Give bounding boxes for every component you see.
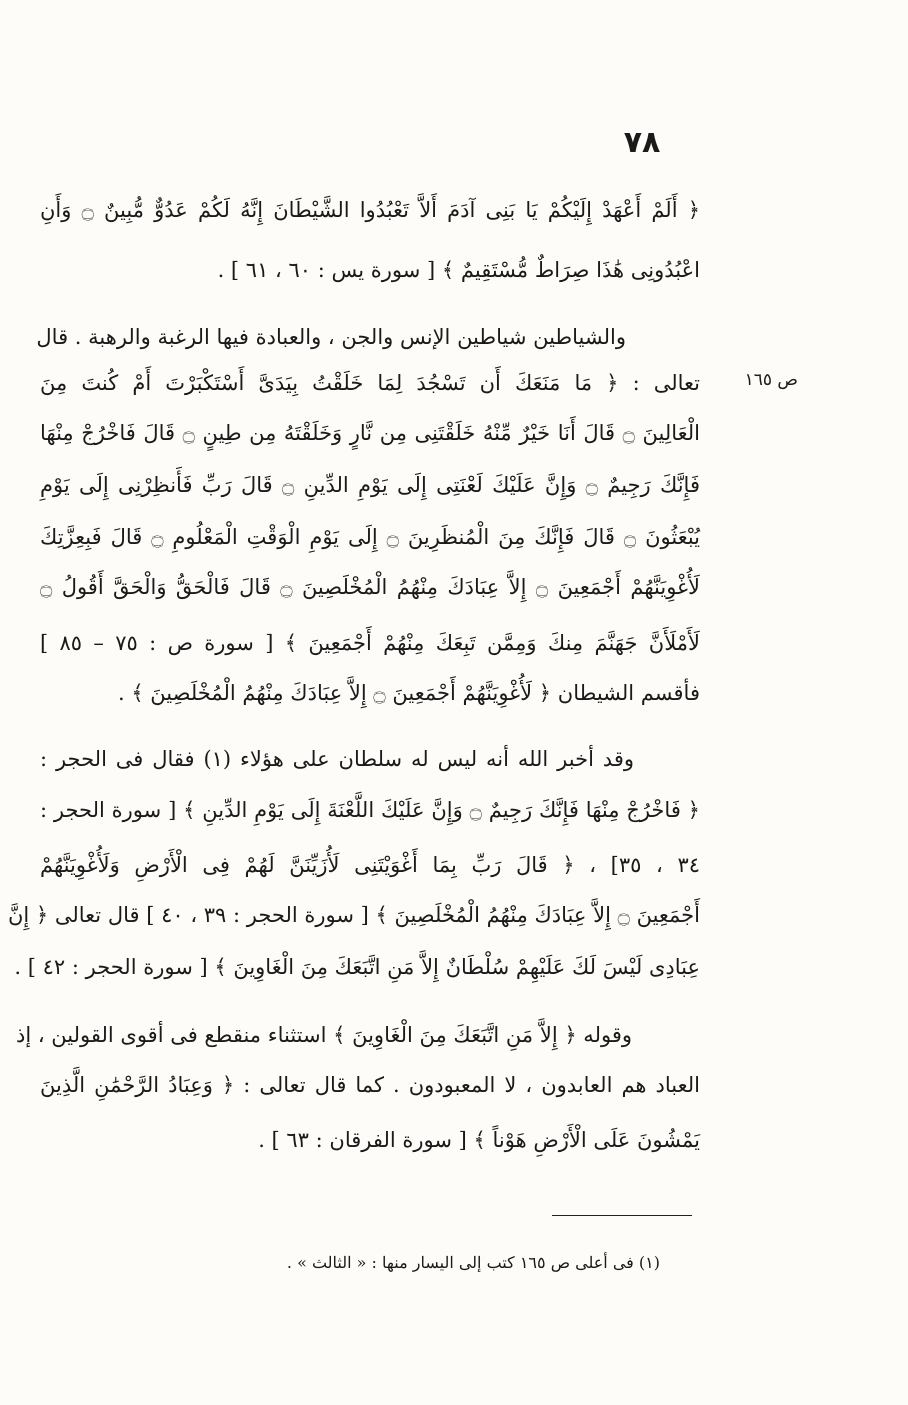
footnote-divider (552, 1215, 692, 1216)
margin-note: ص ١٦٥ (744, 370, 798, 390)
footnote: (١) فى أعلى ص ١٦٥ كتب إلى اليسار منها : « الثالث » . (286, 1253, 660, 1272)
text-line-2: اعْبُدُونِى هَٰذَا صِرَاطٌ مُّسْتَقِيمٌ ﴾ [ سورة يس : ٦٠ ، ٦١ ] . (217, 258, 700, 282)
text-line-1: ﴿ أَلَمْ أَعْهَدْ إِلَيْكُمْ يَا بَنِى آدَمَ أَلاَّ تَعْبُدُوا الشَّيْطَانَ إِنَّهُ لَكُمْ عَدُوٌّ مُّبِينٌ ۝ وَأَنِ (40, 198, 700, 222)
text-line-5: الْعَالِينَ ۝ قَالَ أَنَا خَيْرٌ مِّنْهُ خَلَقْتَنِى مِن نَّارٍ وَخَلَقْتَهُ مِن طِينٍ ۝ قَالَ فَاخْرُجْ مِنْهَا (40, 421, 700, 445)
text-line-8: لَأُغْوِيَنَّهُمْ أَجْمَعِينَ ۝ إِلاَّ عِبَادَكَ مِنْهُمُ الْمُخْلَصِينَ ۝ قَالَ فَالْحَقُّ وَالْحَقَّ أَقُولُ ۝ (40, 575, 701, 599)
text-line-10: فأقسم الشيطان ﴿ لَأُغْوِيَنَّهُمْ أَجْمَعِينَ ۝ إِلاَّ عِبَادَكَ مِنْهُمُ الْمُخْلَصِينَ ﴾ . (117, 681, 700, 705)
text-line-4: تعالى : ﴿ مَا مَنَعَكَ أَن تَسْجُدَ لِمَا خَلَقْتُ بِيَدَىَّ أَسْتَكْبَرْتَ أَمْ كُنتَ مِنَ (40, 371, 700, 395)
text-line-15: عِبَادِى لَيْسَ لَكَ عَلَيْهِمْ سُلْطَانٌ إِلاَّ مَنِ اتَّبَعَكَ مِنَ الْغَاوِينَ ﴾ [ سورة الحجر : ٤٢ ] . (14, 955, 700, 979)
text-line-12: ﴿ فَاخْرُجْ مِنْهَا فَإِنَّكَ رَجِيمٌ ۝ وَإِنَّ عَلَيْكَ اللَّعْنَةَ إِلَى يَوْمِ الدِّينِ ﴾ [ سورة الحجر : (40, 798, 700, 822)
text-line-14: أَجْمَعِينَ ۝ إِلاَّ عِبَادَكَ مِنْهُمُ الْمُخْلَصِينَ ﴾ [ سورة الحجر : ٣٩ ، ٤٠ ] قال تعالى ﴿ إِنَّ (7, 903, 700, 927)
text-line-7: يُبْعَثُونَ ۝ قَالَ فَإِنَّكَ مِنَ الْمُنظَرِينَ ۝ إِلَى يَوْمِ الْوَقْتِ الْمَعْلُومِ ۝ قَالَ فَبِعِزَّتِكَ (40, 525, 701, 549)
text-line-17: العباد هم العابدون ، لا المعبودون . كما قال تعالى : ﴿ وَعِبَادُ الرَّحْمَٰنِ الَّذِينَ (40, 1073, 700, 1097)
text-line-6: فَإِنَّكَ رَجِيمٌ ۝ وَإِنَّ عَلَيْكَ لَعْنَتِى إِلَى يَوْمِ الدِّينِ ۝ قَالَ رَبِّ فَأَنظِرْنِى إِلَى يَوْمِ (40, 473, 700, 497)
text-line-13: ٣٤ ، ٣٥] ، ﴿ قَالَ رَبِّ بِمَا أَغْوَيْتَنِى لَأُزَيِّنَنَّ لَهُمْ فِى الْأَرْضِ وَلَأُغْوِيَنَّهُمْ (40, 853, 700, 877)
text-line-18: يَمْشُونَ عَلَى الْأَرْضِ هَوْناً ﴾ [ سورة الفرقان : ٦٣ ] . (258, 1128, 700, 1152)
page-number: ٧٨ (623, 125, 661, 160)
text-line-11: وقد أخبر الله أنه ليس له سلطان على هؤلاء (١) فقال فى الحجر : (40, 747, 634, 771)
text-line-9: لَأَمْلَأَنَّ جَهَنَّمَ مِنكَ وَمِمَّن تَبِعَكَ مِنْهُمْ أَجْمَعِينَ ﴾ [ سورة ص : ٧٥ – ٨٥ ] (40, 631, 700, 655)
text-line-16: وقوله ﴿ إِلاَّ مَنِ اتَّبَعَكَ مِنَ الْغَاوِينَ ﴾ استثناء منقطع فى أقوى القولين ، إذ (15, 1023, 632, 1047)
text-line-3: والشياطين شياطين الإنس والجن ، والعبادة فيها الرغبة والرهبة . قال (36, 325, 626, 349)
